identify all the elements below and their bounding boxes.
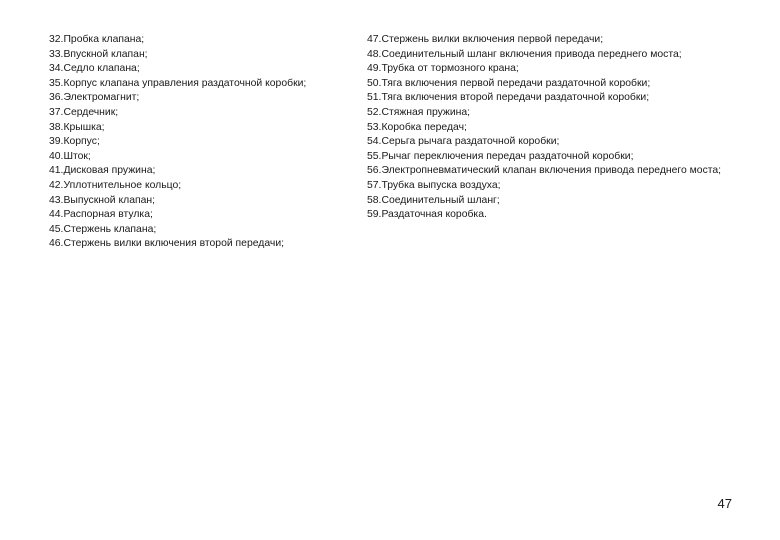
legend-item: 58.Соединительный шланг; (367, 194, 500, 206)
legend-item: 54.Серьга рычага раздаточной коробки; (367, 136, 560, 148)
legend-item: 51.Тяга включения второй передачи раздаточной коробки; (367, 92, 650, 104)
legend-item: 41.Дисковая пружина; (49, 165, 156, 177)
legend-item: 52.Стяжная пружина; (367, 106, 471, 118)
legend-item: 38.Крышка; (49, 121, 105, 133)
legend-item: 57.Трубка выпуска воздуха; (367, 179, 501, 191)
legend-item: 42.Уплотнительное кольцо; (49, 179, 182, 191)
legend-item: 47.Стержень вилки включения первой передачи; (367, 34, 604, 45)
legend-item: 56.Электропневматический клапан включения привода переднего моста; (367, 165, 722, 177)
legend-item: 37.Сердечник; (49, 106, 119, 118)
legend-item: 55.Рычаг переключения передач раздаточной коробки; (367, 150, 634, 162)
legend-item: 46.Стержень вилки включения второй передачи; (49, 238, 285, 250)
legend-item: 49.Трубка от тормозного крана; (367, 63, 519, 75)
legend-right-column (367, 33, 752, 223)
legend-item: 53.Коробка передач; (367, 121, 467, 133)
page-number: 47 (717, 496, 732, 511)
legend-item: 43.Выпускной клапан; (49, 194, 156, 206)
legend-item: 50.Тяга включения первой передачи раздаточной коробки; (367, 77, 651, 89)
legend-item: 45.Стержень клапана; (49, 223, 157, 235)
legend-item: 40.Шток; (49, 150, 91, 162)
legend-item: 32.Пробка клапана; (49, 34, 145, 45)
legend-left-column (49, 33, 349, 252)
legend-item: 44.Распорная втулка; (49, 209, 153, 221)
legend-item: 34.Седло клапана; (49, 63, 140, 75)
legend-item: 39.Корпус; (49, 136, 100, 148)
legend-item: 33.Впускной клапан; (49, 48, 148, 60)
legend-item: 35.Корпус клапана управления раздаточной коробки; (49, 77, 307, 89)
legend-item: 36.Электромагнит; (49, 92, 140, 104)
legend-item: 48.Соединительный шланг включения привода переднего моста; (367, 48, 682, 60)
legend-item: 59.Раздаточная коробка. (367, 209, 487, 221)
